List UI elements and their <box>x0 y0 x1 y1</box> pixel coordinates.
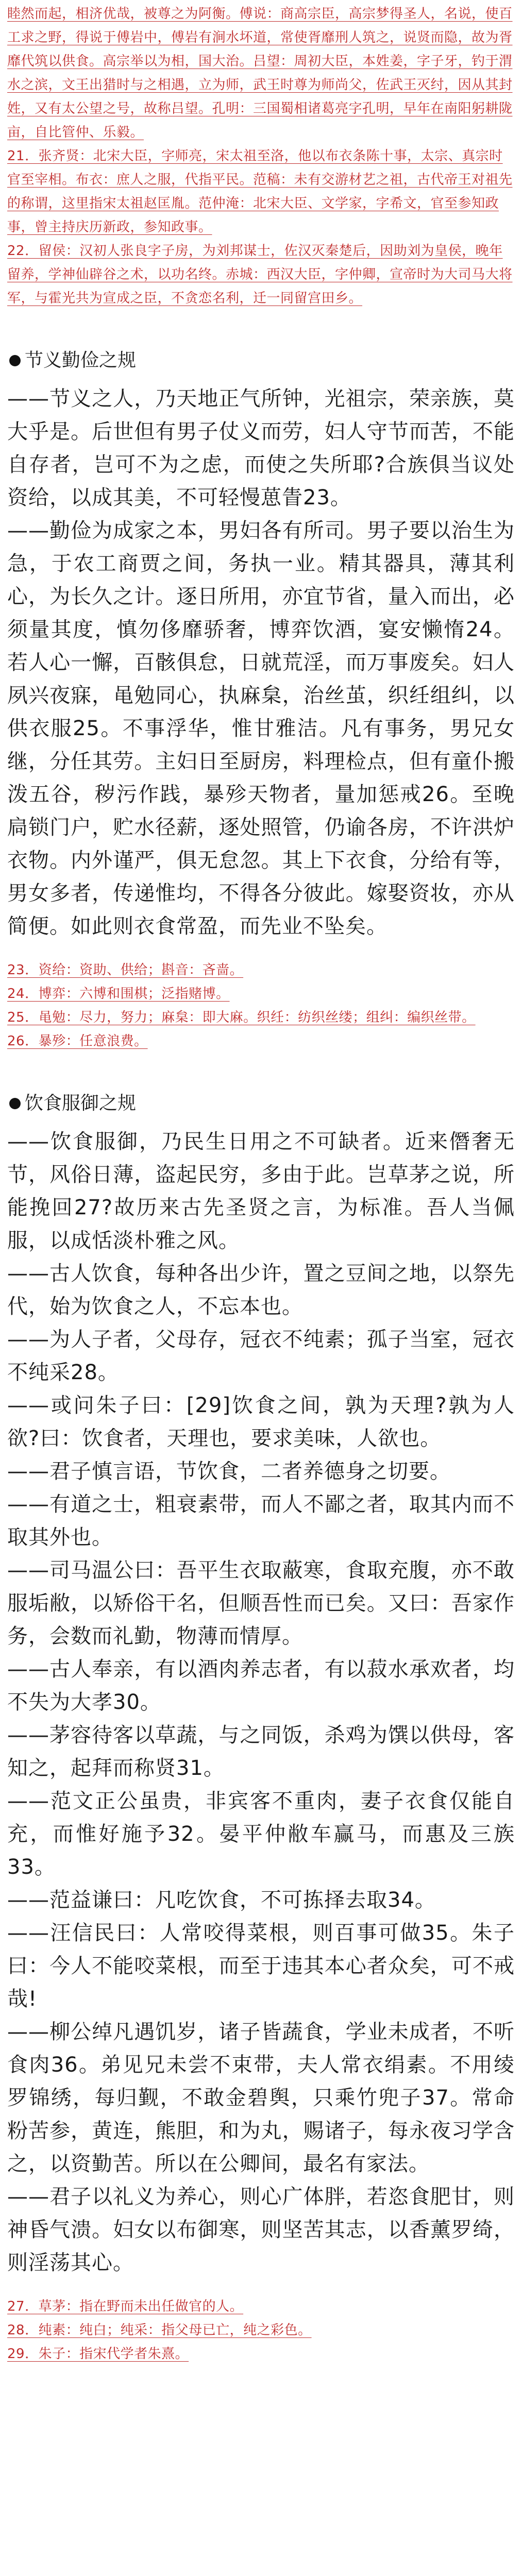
paragraph: ——古人饮食，每种各出少许，置之豆间之地，以祭先代，始为饮食之人，不忘本也。 <box>7 1262 515 1318</box>
footnote: 24．博弈：六博和围棋；泛指赌博。 <box>7 986 230 1002</box>
bullet-icon <box>9 1098 21 1109</box>
footnote: 28．纯素：纯白；纯采：指父母已亡，纯之彩色。 <box>7 2323 312 2338</box>
section-notes <box>7 958 515 1053</box>
section-notes <box>7 2295 515 2366</box>
paragraph: ——有道之士，粗衰素带，而人不鄙之者，取其内而不取其外也。 <box>7 1493 515 1549</box>
section-title-text: 节义勤俭之规 <box>25 350 137 371</box>
paragraph: ——饮食服御，乃民生日用之不可缺者。近来僭奢无节，风俗日薄，盗起民穷，多由于此。岂草茅之说，所能挽回27?故历来古先圣贤之言，为标准。吾人当佩服，以成恬淡朴雅之风。 <box>7 1130 515 1252</box>
paragraph: ——或问朱子曰：[29]饮食之间，孰为天理?孰为人欲?曰：饮食者，天理也，要求美味，人欲也。 <box>7 1394 515 1450</box>
paragraph: ——司马温公曰：吾平生衣取蔽寒，食取充腹，亦不敢服垢敝，以矫俗干名，但顺吾性而已矣。又曰：吾家作务，会数而礼勤，物薄而情厚。 <box>7 1558 515 1648</box>
paragraph: ——范益谦曰：凡吃饮食，不可拣择去取34。 <box>7 1888 436 1912</box>
section-food-clothing <box>7 1085 515 2366</box>
bullet-icon <box>9 355 21 366</box>
footnote: 睦然而起，相济优哉，被尊之为阿衡。傅说：商高宗臣，高宗梦得圣人，名说，使百工求之野，得说于傅岩中，傅岩有涧水坏道，常使胥靡刑人筑之，说贤而隐，故为胥靡代筑以供食。高宗举以为相，国大治。吕望：周初大臣，本姓姜，字子牙，钓于渭水之滨，文王出猎时与之相遇，立为师，武王时尊为师尚父，佐武王灭纣，因从其封姓，又有太公望之号，故称吕望。孔明：三国蜀相诸葛亮字孔明，早年在南阳躬耕陇亩，自比管仲、乐毅。 <box>7 6 513 140</box>
footnote: 26．暴殄：任意浪费。 <box>7 1033 148 1049</box>
paragraph: ——节义之人，乃天地正气所钟，光祖宗，荣亲族，莫大乎是。后世但有男子仗义而劳，妇人守节而苦，不能自存者，岂可不为之虑，而使之失所耶?合族俱当议处资给，以成其美，不可轻慢葸眚23。 <box>7 387 515 510</box>
footnote: 27．草茅：指在野而未出任做官的人。 <box>7 2299 244 2314</box>
paragraph: ——古人奉亲，有以酒肉养志者，有以菽水承欢者，均不失为大孝30。 <box>7 1657 515 1714</box>
paragraph: ——勤俭为成家之本，男妇各有所司。男子要以治生为急，于农工商贾之间，务执一业。精其器具，薄其利心，为长久之计。逐日所用，亦宜节省，量入而出，必须量其度，慎勿侈靡骄奢，博弈饮酒，宴安懒惰24。若人心一懈，百骸俱怠，日就荒淫，而万事废矣。妇人夙兴夜寐，黾勉同心，执麻枲，治丝茧，织纴组纠，以供衣服25。不事浮华，惟甘雅洁。凡有事务，男兄女继，分任其劳。主妇日至厨房，料理检点，但有童仆搬泼五谷，秽污作践，暴殄天物者，量加惩戒26。至晚扃锁门户，贮水径薪，逐处照管，仍谕各房，不许洪炉衣物。内外谨严，俱无怠忽。其上下衣食，分给有等，男女多者，传递惟均，不得各分彼此。嫁娶资妆，亦从简便。如此则衣食常盈，而先业不坠矣。 <box>7 519 515 938</box>
section-thrift <box>7 342 515 1053</box>
paragraph: ——柳公绰凡遇饥岁，诸子皆蔬食，学业未成者，不听食肉36。弟见兄未尝不束带，夫人常衣绢素。不用绫罗锦绣，每归觐，不敢金碧舆，只乘竹兜子37。常命粉苦参，黄连，熊胆，和为丸，赐诸子，每永夜习学含之，以资勤苦。所以在公卿间，最名有家法。 <box>7 2020 515 2176</box>
section-title <box>7 1085 515 1122</box>
footnote: 25．黾勉：尽力，努力；麻枲：即大麻。织纴：纺织丝缕；组纠：编织丝带。 <box>7 1010 476 1025</box>
top-notes <box>7 2 515 310</box>
section-title-text: 饮食服御之规 <box>25 1093 137 1114</box>
section-title <box>7 342 515 379</box>
paragraph: ——君子慎言语，节饮食，二者养德身之切要。 <box>7 1460 451 1483</box>
footnote: 23．资给：资助、供给；斟音：吝啬。 <box>7 962 244 978</box>
footnote: 22．留侯：汉初人张良字子房，为刘邦谋士，佐汉灭秦楚后，因助刘为皇侯，晚年留养，学神仙辟谷之术，以功名终。赤城：西汉大臣，字仲卿，宣帝时为大司马大将军，与霍光共为宣成之臣，不贪恋名利，迁一同留宫田乡。 <box>7 243 513 306</box>
paragraph: ——汪信民曰：人常咬得菜根，则百事可做35。朱子曰：今人不能咬菜根，而至于违其本心者众矣，可不戒哉! <box>7 1921 515 2011</box>
paragraph: ——范文正公虽贵，非宾客不重肉，妻子衣食仅能自充，而惟好施予32。晏平仲敝车赢马，而惠及三族33。 <box>7 1789 515 1879</box>
paragraph: ——茅容待客以草蔬，与之同饭，杀鸡为馔以供母，客知之，起拜而称贤31。 <box>7 1723 515 1780</box>
paragraph: ——为人子者，父母存，冠衣不纯素；孤子当室，冠衣不纯采28。 <box>7 1328 515 1384</box>
footnote: 21．张齐贤：北宋大臣，字师亮，宋太祖至洛，他以布衣条陈十事，太宗、真宗时官至宰相。布衣：庶人之服，代指平民。范稿：未有交游材艺之祖，古代帝王对祖先的称谓，这里指宋太祖赵匡胤。范仲淹：北宋大臣、文学家，字希文，官至参知政事，曾主持庆历新政，参知政事。 <box>7 148 513 235</box>
footnote: 29．朱子：指宋代学者朱熹。 <box>7 2346 189 2362</box>
paragraph: ——君子以礼义为养心，则心广体胖，若恣食肥甘，则神昏气溃。妇女以布御寒，则坚苦其志，以香薰罗绮，则淫荡其心。 <box>7 2185 515 2275</box>
